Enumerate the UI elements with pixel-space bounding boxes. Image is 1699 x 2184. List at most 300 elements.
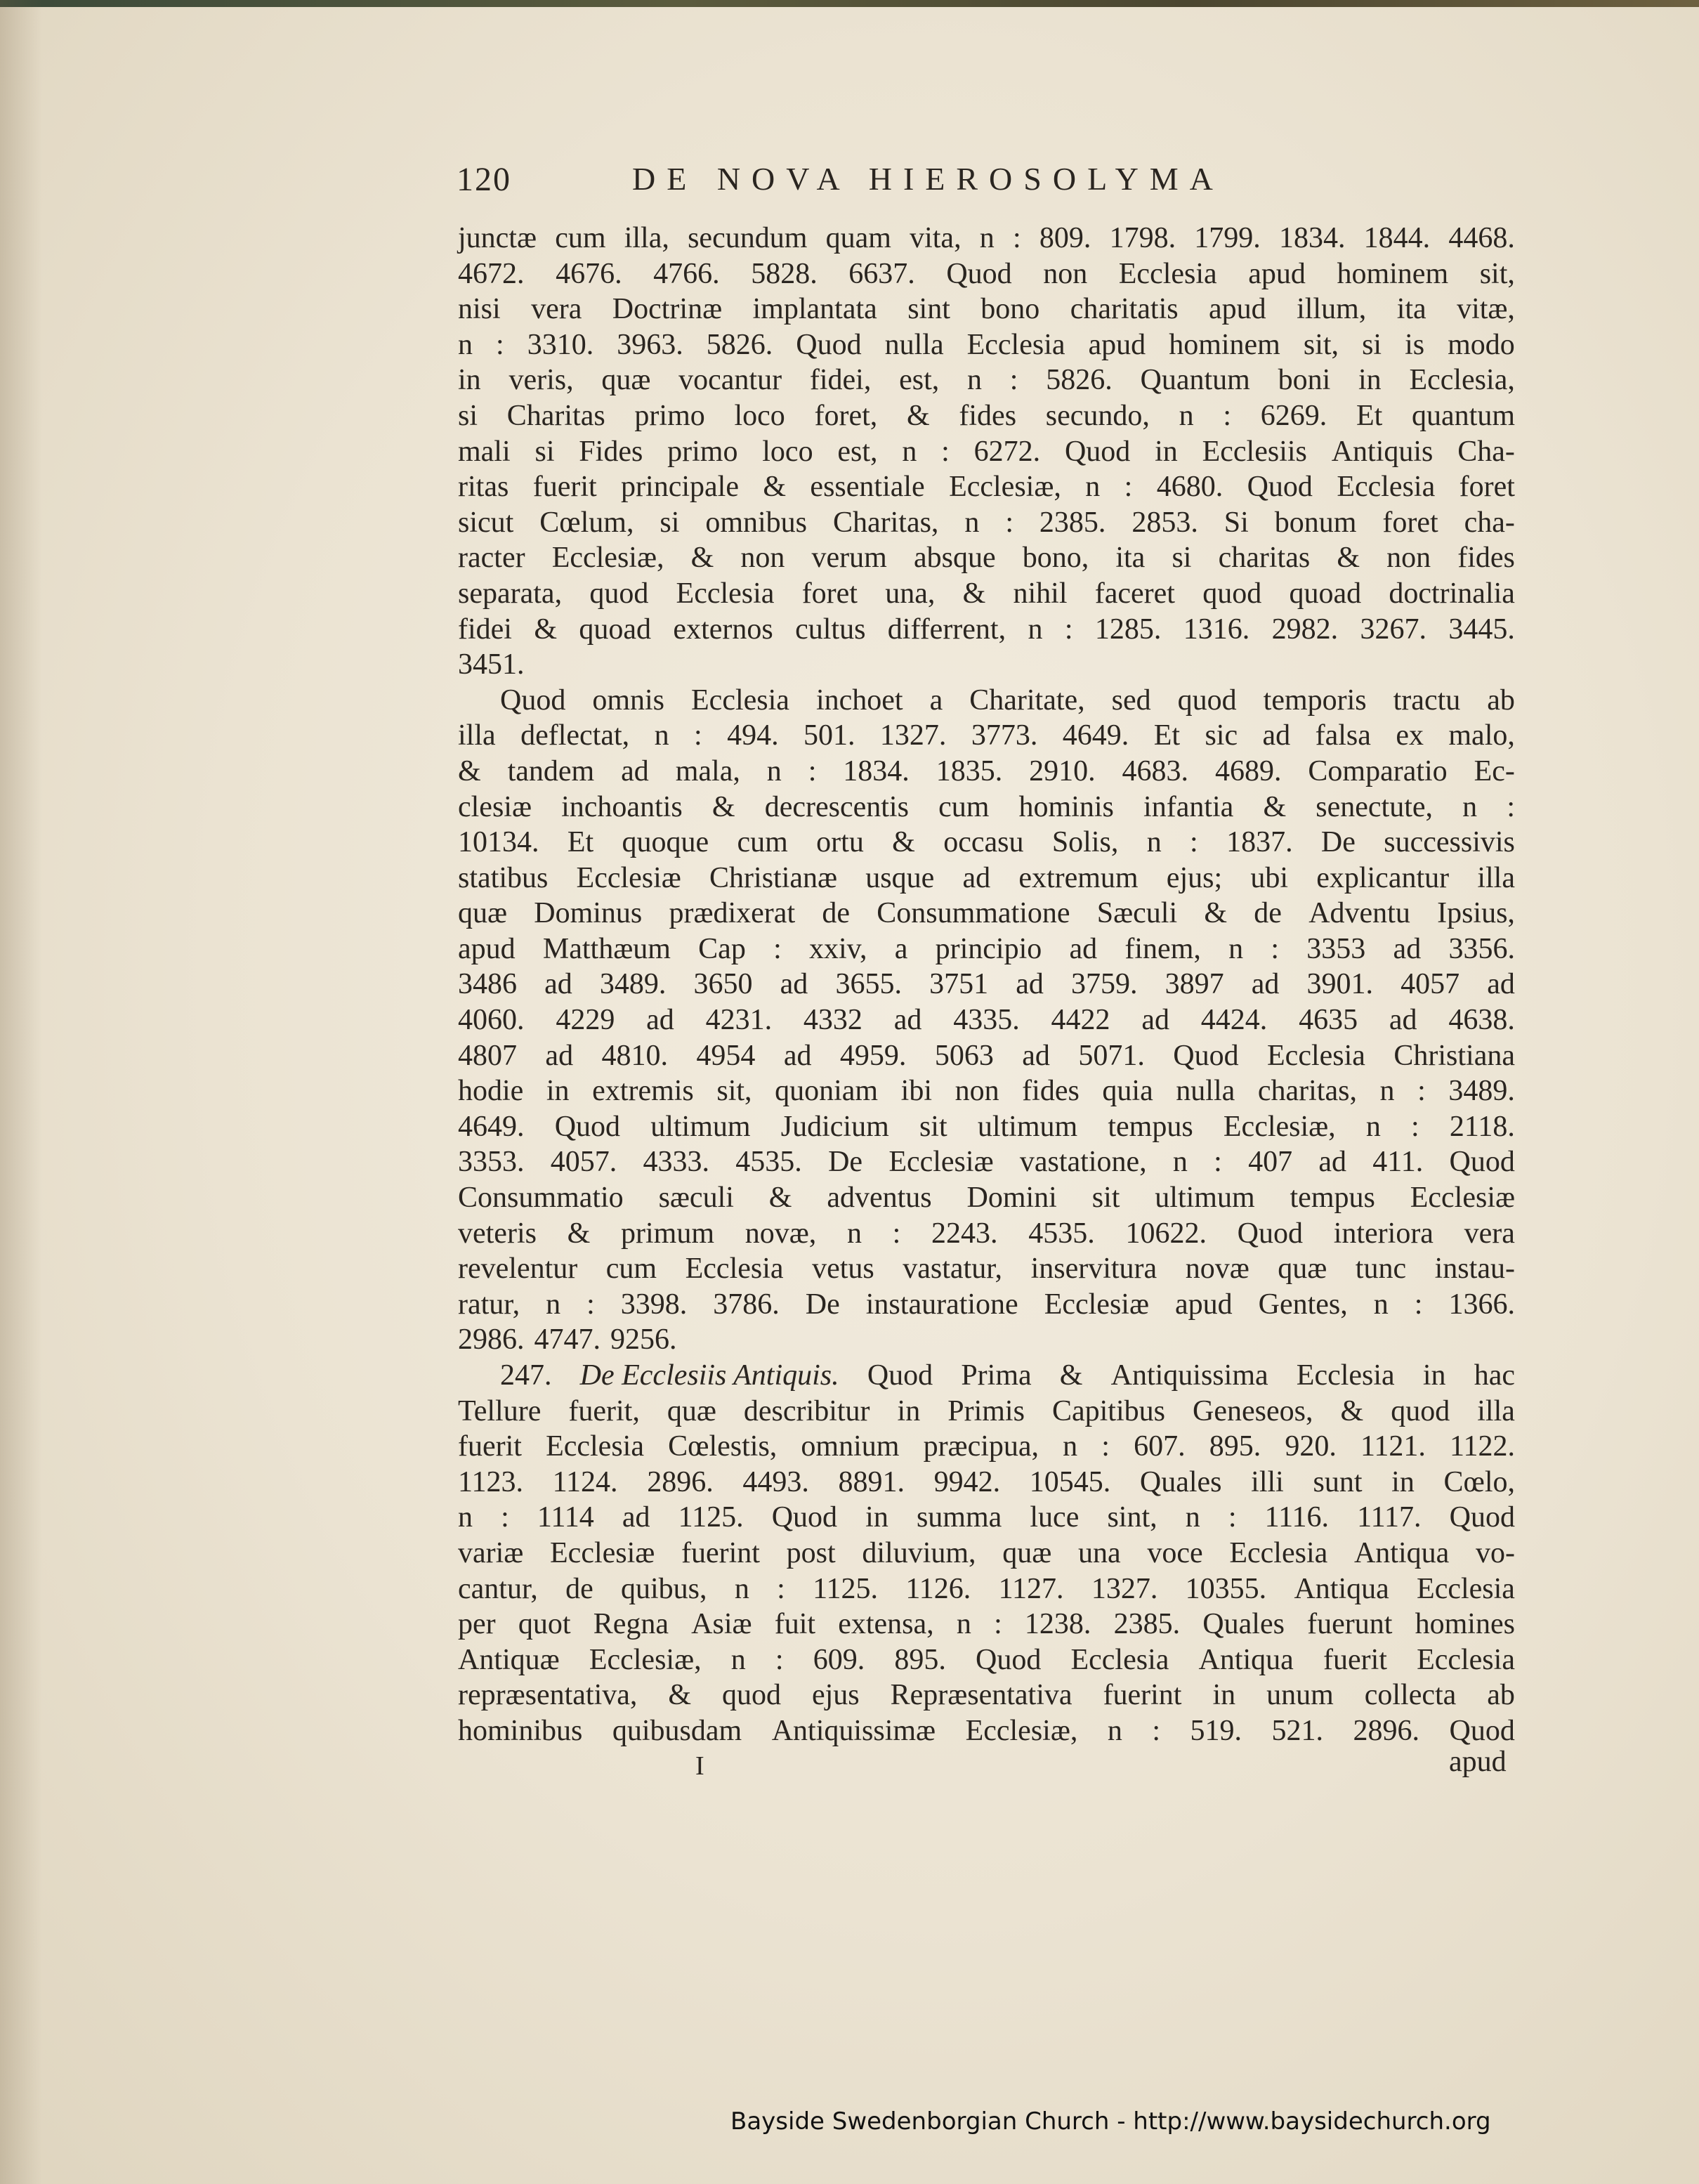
word: explicantur: [1316, 861, 1450, 894]
word: deflectat,: [520, 719, 630, 752]
text-line: [458, 1465, 1515, 1500]
word: n: [1462, 790, 1478, 823]
word: 1799.: [1194, 222, 1261, 254]
word: revelentur: [458, 1253, 578, 1286]
word: ubi: [1250, 861, 1288, 894]
word: :: [1214, 1146, 1222, 1179]
word: a: [894, 932, 908, 965]
word: 1117.: [1357, 1501, 1422, 1534]
text-line: [458, 967, 1515, 1002]
text-line: [458, 1287, 1515, 1323]
word: 1834.: [843, 754, 910, 787]
word: Dominus: [534, 897, 643, 930]
word: 9942.: [933, 1465, 1001, 1498]
word: decrescentis: [764, 790, 909, 823]
word: Ecclesia: [1417, 1643, 1515, 1676]
word: 4424.: [1200, 1004, 1268, 1037]
word: bono,: [1022, 542, 1089, 575]
word: 1327.: [1091, 1572, 1158, 1605]
word: usque: [865, 861, 935, 894]
text-line: [458, 576, 1515, 612]
word: 4468.: [1448, 222, 1515, 254]
word: 3773.: [971, 719, 1038, 752]
text-line: [458, 362, 1515, 398]
word: ad: [544, 968, 572, 1001]
word: quæ: [667, 1394, 716, 1427]
word: 4422: [1051, 1004, 1110, 1037]
word: &: [567, 1217, 591, 1250]
word: :: [1012, 222, 1021, 254]
word: vastatione,: [1019, 1146, 1147, 1179]
word: Ecclesia: [1337, 471, 1436, 504]
word: quantum: [1412, 399, 1515, 432]
word: Quod: [867, 1359, 933, 1392]
word: 1316.: [1183, 613, 1250, 646]
word: 4635: [1299, 1004, 1358, 1037]
text-line: [458, 327, 1515, 363]
word: in: [1391, 1465, 1415, 1498]
word: n: [846, 1217, 862, 1250]
word: omnium: [801, 1430, 900, 1463]
word: 4057.: [550, 1146, 617, 1179]
word: extensa,: [838, 1608, 934, 1641]
word: ad: [646, 1004, 674, 1037]
word: hominis: [1018, 790, 1114, 823]
word: n: [1028, 613, 1043, 646]
word: quam: [825, 222, 891, 254]
word: 3398.: [620, 1288, 688, 1321]
text-line: [458, 754, 1515, 790]
word: Ecclesia: [546, 1430, 644, 1463]
text-line: [458, 1571, 1515, 1607]
word: falsa: [1315, 719, 1371, 752]
word: 1125.: [678, 1501, 744, 1534]
text-line: [458, 861, 1515, 896]
word: :: [693, 719, 702, 752]
word: 1116.: [1264, 1501, 1330, 1534]
word: 1122.: [1450, 1430, 1515, 1463]
text-line: [458, 718, 1515, 754]
word: Sæculi: [1096, 897, 1178, 930]
watermark-credit: Bayside Swedenborgian Church - http://www.baysidechurch.org: [730, 2107, 1491, 2136]
text-line: [458, 1500, 1515, 1536]
word: in: [865, 1501, 888, 1534]
section-number: 247.: [500, 1359, 552, 1392]
word: :: [1271, 932, 1280, 965]
word: &: [1059, 1359, 1083, 1392]
word: quibusdam: [612, 1714, 742, 1747]
word: 4535.: [1028, 1217, 1095, 1250]
word: Cœlum,: [539, 506, 634, 539]
word: 519.: [1190, 1714, 1242, 1747]
word: Primis: [947, 1394, 1025, 1427]
word: :: [1152, 1714, 1161, 1747]
word: n: [1107, 1714, 1122, 1747]
word: 3655.: [835, 968, 902, 1001]
text-line: [458, 790, 1515, 825]
word: ad: [780, 968, 808, 1001]
word: n: [964, 506, 980, 539]
word: n: [1172, 1146, 1188, 1179]
text-line: [458, 1109, 1515, 1145]
word: charitas,: [1257, 1075, 1357, 1108]
word: 4954: [696, 1039, 756, 1072]
word: 10134.: [458, 826, 539, 859]
word: 1327.: [879, 719, 947, 752]
word: Quod: [946, 257, 1012, 290]
word: &: [892, 826, 915, 859]
word: Ecclesia: [1118, 257, 1217, 290]
word: tractu: [1393, 684, 1461, 717]
word: n: [979, 222, 995, 254]
word: Domini: [966, 1182, 1057, 1215]
word: 4649.: [458, 1110, 525, 1143]
text-line: [458, 469, 1515, 505]
text-line: [458, 1429, 1515, 1465]
word: apud: [1248, 257, 1306, 290]
word: vocantur: [678, 364, 782, 397]
word: Ecclesia: [685, 1253, 784, 1286]
word: cultus: [795, 613, 866, 646]
word: :: [1124, 471, 1133, 504]
word: 4810.: [601, 1039, 668, 1072]
word: Prima: [961, 1359, 1032, 1392]
word: 3486: [458, 968, 517, 1001]
word: Quales: [1139, 1465, 1222, 1498]
word: in: [458, 364, 481, 397]
word: 407: [1248, 1146, 1293, 1179]
word: ad: [1389, 1004, 1417, 1037]
word: omnis: [592, 684, 665, 717]
running-title: DE NOVA HIEROSOLYMA: [632, 161, 1224, 197]
word: n: [766, 754, 782, 787]
word: doctrinalia: [1389, 577, 1515, 610]
word: Quod: [975, 1643, 1042, 1676]
word: Charitate,: [969, 684, 1085, 717]
word: fides: [959, 399, 1017, 432]
text-line: [458, 292, 1515, 327]
word: n: [956, 1608, 971, 1641]
word: &: [1337, 542, 1360, 575]
word: Et: [567, 826, 594, 859]
word: bono: [980, 293, 1040, 326]
word: principio: [935, 932, 1042, 965]
word: n: [1085, 471, 1101, 504]
word: implantata: [752, 293, 877, 326]
word: finem,: [1124, 932, 1201, 965]
word: differrent,: [887, 613, 1006, 646]
word: vetus: [812, 1253, 874, 1286]
word: ad: [622, 1501, 650, 1534]
text-line: [458, 931, 1515, 967]
word: infantia: [1143, 790, 1234, 823]
word: Antiquis: [1331, 435, 1434, 468]
word: quod: [589, 577, 649, 610]
word: n: [1063, 1430, 1078, 1463]
word: quod: [1391, 1394, 1450, 1427]
word: Ecclesia: [691, 684, 789, 717]
word: 2896.: [647, 1465, 714, 1498]
word: Ecclesiæ: [1044, 1288, 1149, 1321]
word: quibus,: [621, 1572, 707, 1605]
word: hominem: [1169, 328, 1280, 361]
word: is: [1405, 328, 1425, 361]
word: Charitas: [506, 399, 605, 432]
word: 3786.: [713, 1288, 780, 1321]
word: &: [962, 577, 986, 610]
word: 4535.: [735, 1146, 802, 1179]
word: 1126.: [905, 1572, 971, 1605]
word: si: [1172, 542, 1192, 575]
word: ultimum: [977, 1110, 1078, 1143]
word: 1124.: [552, 1465, 618, 1498]
book-edge: [0, 0, 1699, 7]
word: Asiæ: [691, 1608, 752, 1641]
word: est,: [899, 364, 940, 397]
text-line: [458, 221, 1515, 256]
word: :: [1223, 399, 1232, 432]
word: Quod: [1237, 1217, 1303, 1250]
word: fidei: [458, 613, 512, 646]
word: ad: [1022, 1039, 1050, 1072]
word: statibus: [458, 861, 549, 894]
word: extremis: [592, 1075, 694, 1108]
word: Ecclesia: [966, 328, 1065, 361]
word: collecta: [1364, 1679, 1457, 1712]
word: veris,: [509, 364, 574, 397]
word: 6272.: [973, 435, 1041, 468]
word: &: [690, 542, 714, 575]
text-line: [458, 1216, 1515, 1252]
word: Ipsius,: [1437, 897, 1515, 930]
word: foret: [1459, 471, 1515, 504]
word: ab: [1487, 684, 1515, 717]
word: Regna: [593, 1608, 669, 1641]
signature-mark: I: [695, 1751, 704, 1781]
word: senectute,: [1316, 790, 1434, 823]
word: diluvium,: [862, 1536, 976, 1569]
word: 10622.: [1125, 1217, 1207, 1250]
word: in: [1155, 435, 1178, 468]
word: si: [1362, 328, 1382, 361]
word: ad: [1251, 968, 1280, 1001]
word: :: [808, 754, 817, 787]
word: 3356.: [1448, 932, 1515, 965]
word: 2982.: [1271, 613, 1339, 646]
word: quæ: [1278, 1253, 1327, 1286]
word: 4689.: [1214, 754, 1282, 787]
word: 3353.: [458, 1146, 525, 1179]
word: racter: [458, 542, 525, 575]
word: instau-: [1434, 1253, 1515, 1286]
word: :: [1190, 826, 1198, 859]
word: 4231.: [705, 1004, 773, 1037]
word: &: [763, 471, 787, 504]
word: cantur,: [458, 1572, 538, 1605]
word: Ecclesiæ: [888, 1146, 994, 1179]
word: ex: [1396, 719, 1424, 752]
word: 4335.: [953, 1004, 1020, 1037]
word: :: [1009, 364, 1018, 397]
word: modo: [1448, 328, 1515, 361]
word: ad: [1487, 968, 1515, 1001]
text-line: [458, 1180, 1515, 1216]
word: Consummatione: [877, 897, 1070, 930]
word: quæ: [601, 364, 651, 397]
word: fides: [1457, 542, 1515, 575]
word: illum,: [1297, 293, 1367, 326]
word: ortu: [816, 826, 864, 859]
word: cum: [737, 826, 788, 859]
word: de: [822, 897, 850, 930]
word: separata,: [458, 577, 563, 610]
word: Quod: [796, 328, 862, 361]
word: 3901.: [1306, 968, 1373, 1001]
word: :: [1064, 613, 1073, 646]
text-line: [458, 398, 1515, 434]
word: 521.: [1271, 1714, 1324, 1747]
word: :: [496, 328, 504, 361]
word: non: [1043, 257, 1088, 290]
word: ritas: [458, 471, 509, 504]
word: nulla: [1176, 1075, 1235, 1108]
word: ad: [1069, 932, 1098, 965]
word: 3451.: [458, 648, 525, 681]
word: Ecclesiis: [1202, 435, 1307, 468]
word: ad: [962, 861, 991, 894]
text-line: [458, 1642, 1515, 1678]
word: n: [1185, 1501, 1200, 1534]
word: mali: [458, 435, 511, 468]
word: 2986.: [458, 1323, 525, 1356]
word: Quantum: [1140, 364, 1250, 397]
word: hac: [1474, 1359, 1515, 1392]
word: n: [730, 1643, 746, 1676]
text-line: [458, 1002, 1515, 1038]
word: 809.: [1039, 222, 1091, 254]
word: quæ: [1002, 1536, 1052, 1569]
word: verum: [811, 542, 887, 575]
word: n: [1146, 826, 1162, 859]
word: principale: [621, 471, 739, 504]
text-line: [458, 647, 1515, 683]
word: 2385.: [1039, 506, 1106, 539]
word: Et: [1356, 399, 1383, 432]
word: 1837.: [1226, 826, 1293, 859]
word: Cap: [698, 932, 746, 965]
word: non: [1386, 542, 1431, 575]
word: Et: [1153, 719, 1181, 752]
word: hominem: [1337, 257, 1449, 290]
word: novæ: [1185, 1253, 1249, 1286]
word: 1125.: [813, 1572, 879, 1605]
word: sit: [1091, 1182, 1120, 1215]
word: quod: [1177, 684, 1237, 717]
word: n: [1365, 1110, 1381, 1143]
word: in: [1422, 1359, 1446, 1392]
word: 1366.: [1448, 1288, 1515, 1321]
word: 4649.: [1062, 719, 1129, 752]
word: inchoantis: [561, 790, 683, 823]
word: quæ: [458, 897, 508, 930]
word: 10355.: [1185, 1572, 1267, 1605]
word: &: [458, 754, 481, 787]
word: hominibus: [458, 1714, 583, 1747]
word: in: [897, 1394, 921, 1427]
word: Geneseos,: [1193, 1394, 1313, 1427]
word: Ecclesia: [1070, 1643, 1169, 1676]
word: unum: [1266, 1679, 1334, 1712]
word: Judicium: [780, 1110, 889, 1143]
word: non: [955, 1075, 999, 1108]
word: loco: [762, 435, 813, 468]
word: Quod: [554, 1110, 621, 1143]
word: &: [1204, 897, 1228, 930]
word: illa: [458, 719, 496, 752]
text-line: [458, 1073, 1515, 1109]
word: 501.: [803, 719, 855, 752]
word: si: [534, 435, 555, 468]
word: 895.: [894, 1643, 946, 1676]
word: ibi: [900, 1075, 933, 1108]
word: quia: [1102, 1075, 1153, 1108]
word: clesiæ: [458, 790, 532, 823]
word: 6269.: [1260, 399, 1327, 432]
word: n: [1228, 932, 1244, 965]
word: tempus: [1290, 1182, 1375, 1215]
text-line: [458, 256, 1515, 292]
word: foret,: [814, 399, 878, 432]
word: Ecclesiæ: [1410, 1182, 1515, 1215]
word: repræsentativa,: [458, 1679, 638, 1712]
word: 9256.: [610, 1323, 677, 1356]
word: 1844.: [1363, 222, 1431, 254]
word: apud: [1088, 328, 1146, 361]
word: sunt: [1313, 1465, 1363, 1498]
text-line: [458, 1536, 1515, 1571]
word: Doctrinæ: [612, 293, 723, 326]
word: n: [1179, 399, 1194, 432]
word: fuerunt: [1307, 1608, 1393, 1641]
word: vita,: [910, 222, 962, 254]
word: primo: [667, 435, 738, 468]
word: 4229: [556, 1004, 615, 1037]
word: 5828.: [751, 257, 818, 290]
word: sint: [907, 293, 950, 326]
word: in: [1212, 1679, 1236, 1712]
word: tandem: [507, 754, 595, 787]
word: est,: [837, 435, 878, 468]
word: &: [768, 1182, 792, 1215]
word: 5063: [934, 1039, 994, 1072]
word: Christiana: [1393, 1039, 1515, 1072]
word: apud: [1209, 293, 1266, 326]
word: 1127.: [998, 1572, 1064, 1605]
text-line: [458, 1678, 1515, 1713]
text-line: [458, 825, 1515, 861]
word: :: [1005, 506, 1014, 539]
word: luce: [1030, 1501, 1080, 1534]
word: 3267.: [1360, 613, 1427, 646]
word: veteris: [458, 1217, 537, 1250]
word: fuerit,: [568, 1394, 640, 1427]
word: illi: [1251, 1465, 1284, 1498]
word: xxiv,: [809, 932, 867, 965]
word: :: [1417, 1075, 1426, 1108]
word: :: [1411, 1110, 1419, 1143]
word: 3650: [693, 968, 753, 1001]
word: externos: [673, 613, 773, 646]
